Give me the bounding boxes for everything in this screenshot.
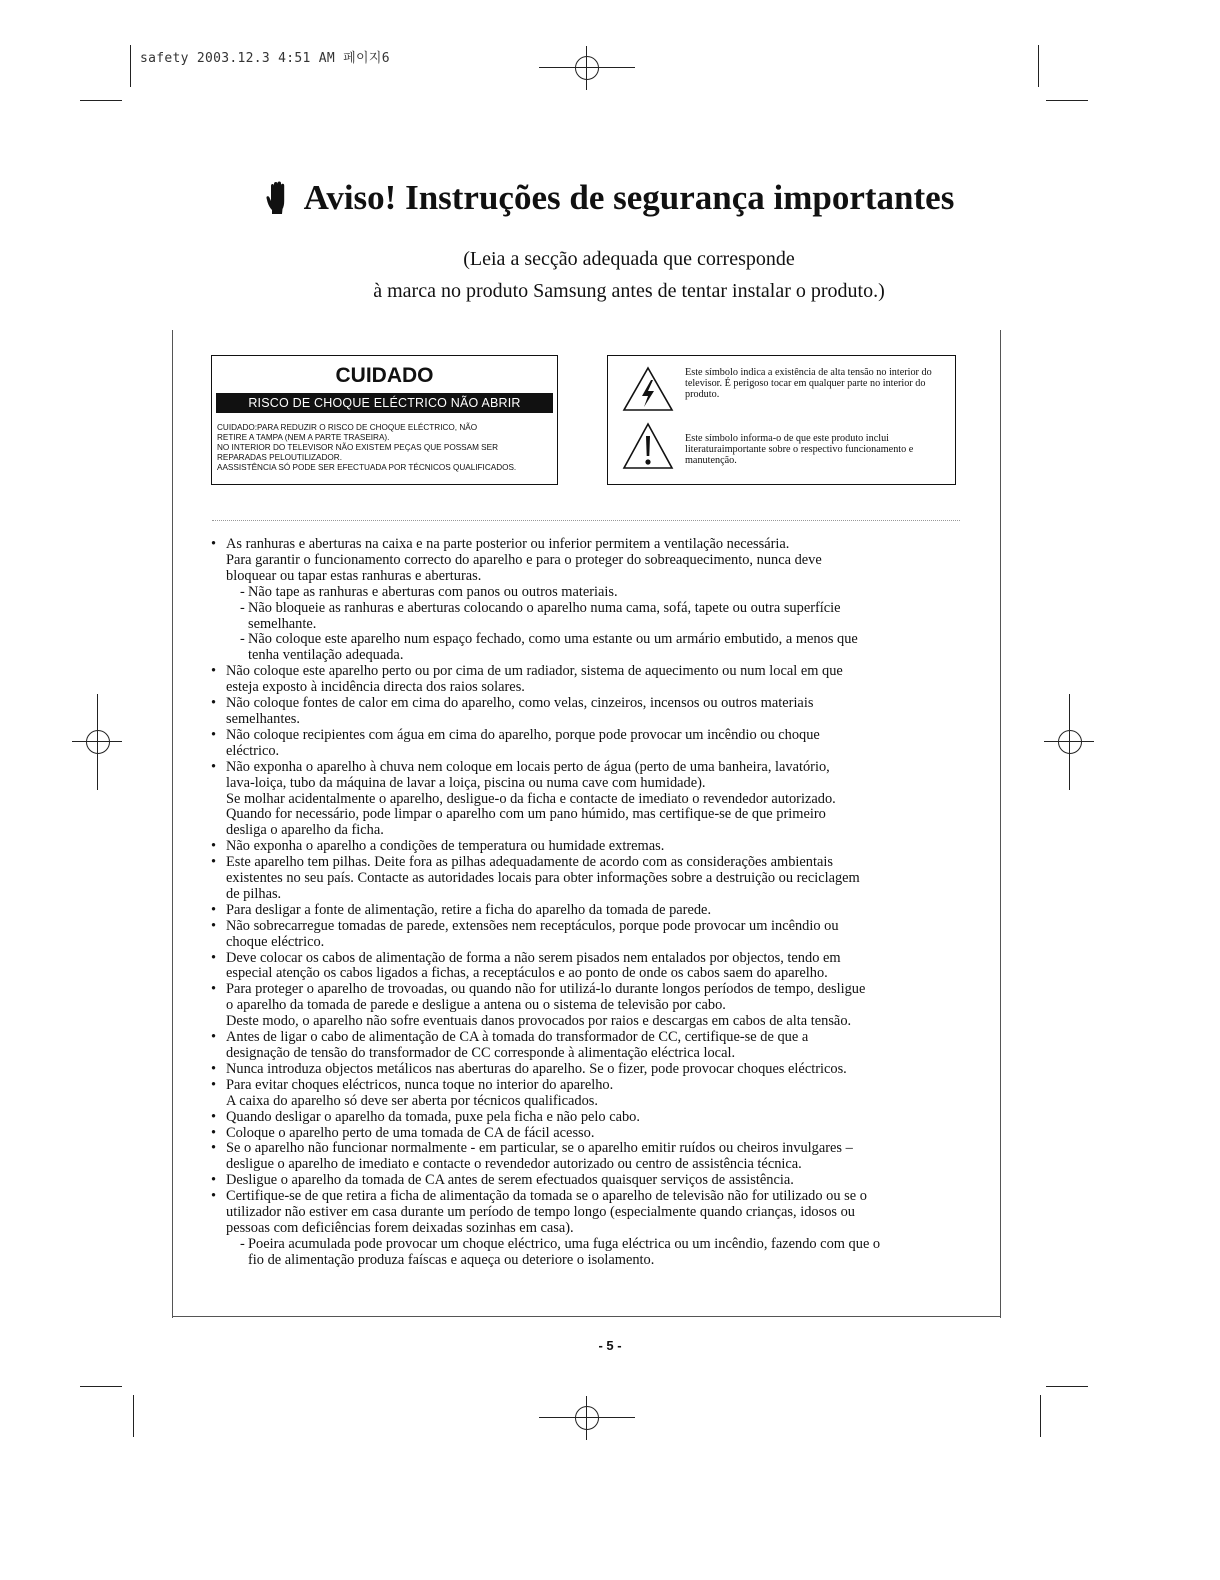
caution-warning-bar: RISCO DE CHOQUE ELÉCTRICO NÃO ABRIR [216,393,553,413]
instruction-item [210,919,970,951]
instruction-subline: tenha ventilação adequada. [248,647,404,664]
instruction-line: Desligue o aparelho da tomada de CA antes de serem efectuados quaisquer serviços de assistência. [226,1172,794,1189]
instruction-item [210,951,970,983]
exclamation-warning-icon [622,422,674,475]
instruction-line: Para evitar choques eléctricos, nunca toque no interior do aparelho. [226,1076,614,1093]
caution-label [211,355,558,485]
bullet-icon: • [211,917,217,934]
caution-line: CUIDADO:PARA REDUZIR O RISCO DE CHOQUE ELÉCTRICO, NÃO [217,423,478,432]
registration-mark-bottom [567,1398,607,1438]
instruction-item [210,1173,970,1189]
page-subtitle [0,243,1220,307]
instruction-line: semelhantes. [226,710,300,727]
instruction-subitem [226,601,970,633]
caution-line: NO INTERIOR DO TELEVISOR NÃO EXISTEM PEÇAS QUE POSSAM SER [217,443,499,452]
instruction-line: lava-loiça, tubo da máquina de lavar a loiça, piscina ou numa cave com humidade). [226,774,706,791]
instruction-item [210,728,970,760]
crop-mark [130,45,131,87]
page-number: - 5 - [598,1338,622,1353]
instruction-line: designação de tensão do transformador de CC corresponde à alimentação eléctrica local. [226,1045,736,1061]
dash-marker: - [240,583,245,600]
crop-mark [133,1395,134,1437]
registration-mark-top [567,48,607,88]
bullet-icon: • [211,1172,217,1189]
instruction-line: Certifique-se de que retira a ficha de alimentação da tomada se o aparelho de televisão não for utilizado ou se o [226,1188,867,1205]
high-voltage-description: Este símbolo indica a existência de alta tensão no interior do televisor. É perigoso tocar em qualquer parte no interior do produto. [685,367,932,400]
registration-mark-left [78,722,118,762]
instruction-line: Quando for necessário, pode limpar o aparelho com um pano húmido, mas certifique-se de que primeiro [226,806,826,823]
instruction-line: Para proteger o aparelho de trovoadas, ou quando não for utilizá-lo durante longos períodos de tempo, desligue [226,981,866,998]
safety-instructions [210,537,970,1269]
instruction-line: Quando desligar o aparelho da tomada, puxe pela ficha e não pelo cabo. [226,1108,640,1125]
dash-marker: - [240,631,245,648]
instruction-line: Nunca introduza objectos metálicos nas aberturas do aparelho. Se o fizer, pode provocar choques eléctricos. [226,1060,847,1077]
bullet-icon: • [211,758,217,775]
instruction-subitem [226,632,970,664]
instruction-line: bloquear ou tapar estas ranhuras e aberturas. [226,567,482,584]
instruction-line: Não coloque fontes de calor em cima do aparelho, como velas, cinzeiros, incensos ou outros materiais [226,695,814,712]
frame-border [1000,330,1001,1318]
instruction-item [210,1030,970,1062]
instruction-line: Não sobrecarregue tomadas de parede, extensões nem receptáculos, porque pode provocar um incêndio ou [226,917,839,934]
bullet-icon: • [211,536,217,552]
crop-mark [1040,1395,1041,1437]
instruction-item [210,664,970,696]
instruction-item [210,1078,970,1110]
instruction-item [210,903,970,919]
caution-body [217,423,553,473]
dotted-divider [212,520,960,522]
page-heading [0,178,1220,218]
instruction-item [210,1189,970,1269]
bullet-icon: • [211,695,217,712]
instruction-line: choque eléctrico. [226,933,325,950]
registration-mark-right [1050,722,1090,762]
frame-border [172,330,173,1318]
instruction-subline: Não coloque este aparelho num espaço fechado, como uma estante ou um armário embutido, a menos que [248,631,858,648]
crop-mark [1046,100,1088,101]
instruction-item [210,1126,970,1142]
instruction-line: existentes no seu país. Contacte as autoridades locais para obter informações sobre a destruição ou reciclagem [226,870,860,887]
bullet-icon: • [211,838,217,855]
instruction-line: Este aparelho tem pilhas. Deite fora as pilhas adequadamente de acordo com as considerações ambientais [226,854,833,871]
high-voltage-warning-icon [622,366,674,417]
literature-description: Este símbolo informa-o de que este produto inclui literaturaimportante sobre o respectivo funcionamento e manutenção. [685,433,914,466]
instruction-line: Deve colocar os cabos de alimentação de forma a não serem pisados nem entalados por objectos, tendo em [226,949,841,966]
frame-border [172,1316,1001,1317]
caution-title: CUIDADO [335,364,434,387]
instruction-line: Não exponha o aparelho à chuva nem coloque em locais perto de água (perto de uma banheira, lavatório, [226,758,830,775]
instruction-subitem [226,585,970,601]
instruction-line: A caixa do aparelho só deve ser aberta por técnicos qualificados. [226,1092,599,1109]
instruction-item [210,1062,970,1078]
instruction-line: As ranhuras e aberturas na caixa e na parte posterior ou inferior permitem a ventilação necessária. [226,536,790,552]
page-title: Aviso! Instruções de segurança importantes [303,178,955,217]
crop-mark [80,100,122,101]
bullet-icon: • [211,663,217,680]
bullet-icon: • [211,1124,217,1141]
instruction-item [210,1141,970,1173]
instruction-line: Se o aparelho não funcionar normalmente - em particular, se o aparelho emitir ruídos ou cheiros invulgares – [226,1140,853,1157]
instruction-subitem [226,1237,970,1269]
bullet-icon: • [211,1140,217,1157]
instruction-line: Para garantir o funcionamento correcto do aparelho e para o proteger do sobreaquecimento, nunca deve [226,551,822,568]
bullet-icon: • [211,1060,217,1077]
instruction-list [210,537,970,1269]
bullet-icon: • [211,1188,217,1205]
caution-line: RETIRE A TAMPA (NEM A PARTE TRASEIRA). [217,433,390,442]
instruction-line: Se molhar acidentalmente o aparelho, desligue-o da ficha e contacte de imediato o revendedor autorizado. [226,790,836,807]
instruction-line: Antes de ligar o cabo de alimentação de CA à tomada do transformador de CC, certifique-se de que a [226,1029,809,1046]
instruction-subline: Não bloqueie as ranhuras e aberturas colocando o aparelho numa cama, sofá, tapete ou outra superfície [248,599,841,616]
dash-marker: - [240,599,245,616]
instruction-line: Não coloque recipientes com água em cima do aparelho, porque pode provocar um incêndio ou choque [226,726,820,743]
instruction-item [210,696,970,728]
instruction-line: Deste modo, o aparelho não sofre eventuais danos provocados por raios e descargas em cabos de alta tensão. [226,1013,852,1030]
bullet-icon: • [211,854,217,871]
instruction-item [210,839,970,855]
instruction-item [210,982,970,1030]
crop-mark [1046,1386,1088,1387]
bullet-icon: • [211,901,217,918]
instruction-line: especial atenção os cabos ligados a fichas, a receptáculos e ao ponto de onde os cabos saem do aparelho. [226,965,828,982]
instruction-line: Para desligar a fonte de alimentação, retire a ficha do aparelho da tomada de parede. [226,901,712,918]
instruction-line: utilizador não estiver em casa durante um período de tempo longo (especialmente quando crianças, idosos ou [226,1204,855,1221]
instruction-line: desligue o aparelho de imediato e contacte o revendedor autorizado ou centro de assistência técnica. [226,1156,802,1173]
instruction-line: pessoas com deficiências forem deixadas sozinhas em casa). [226,1219,574,1236]
bullet-icon: • [211,726,217,743]
instruction-line: de pilhas. [226,885,282,902]
instruction-line: eléctrico. [226,742,280,759]
subtitle-line: à marca no produto Samsung antes de tentar instalar o produto.) [373,280,885,302]
instruction-line: o aparelho da tomada de parede e desligue a antena ou o sistema de televisão por cabo. [226,997,726,1014]
instruction-item [210,760,970,840]
bullet-icon: • [211,949,217,966]
crop-mark [1038,45,1039,87]
symbols-legend [607,355,956,485]
crop-mark [80,1386,122,1387]
hand-icon [266,181,290,215]
instruction-item [210,1110,970,1126]
bullet-icon: • [211,1029,217,1046]
caution-line: AASSISTÊNCIA SÓ PODE SER EFECTUADA POR TÉCNICOS QUALIFICADOS. [217,463,517,472]
instruction-subline: Não tape as ranhuras e aberturas com panos ou outros materiais. [248,583,618,600]
print-header: safety 2003.12.3 4:51 AM 페이지6 [140,51,390,66]
instruction-line: Não coloque este aparelho perto ou por cima de um radiador, sistema de aquecimento ou num local em que [226,663,843,680]
bullet-icon: • [211,981,217,998]
bullet-icon: • [211,1108,217,1125]
subtitle-line: (Leia a secção adequada que corresponde [463,248,795,270]
bullet-icon: • [211,1076,217,1093]
instruction-subline: fio de alimentação produza faíscas e aqueça ou deteriore o isolamento. [248,1251,655,1268]
instruction-line: esteja exposto à incidência directa dos raios solares. [226,679,525,696]
instruction-subline: Poeira acumulada pode provocar um choque eléctrico, uma fuga eléctrica ou um incêndio, fazendo com que o [248,1235,881,1252]
dash-marker: - [240,1235,245,1252]
instruction-line: Não exponha o aparelho a condições de temperatura ou humidade extremas. [226,838,665,855]
instruction-subline: semelhante. [248,615,317,632]
caution-line: REPARADAS PELOUTILIZADOR. [217,453,342,462]
instruction-item [210,537,970,664]
instruction-item [210,855,970,903]
instruction-line: Coloque o aparelho perto de uma tomada de CA de fácil acesso. [226,1124,595,1141]
instruction-line: desliga o aparelho da ficha. [226,822,384,839]
